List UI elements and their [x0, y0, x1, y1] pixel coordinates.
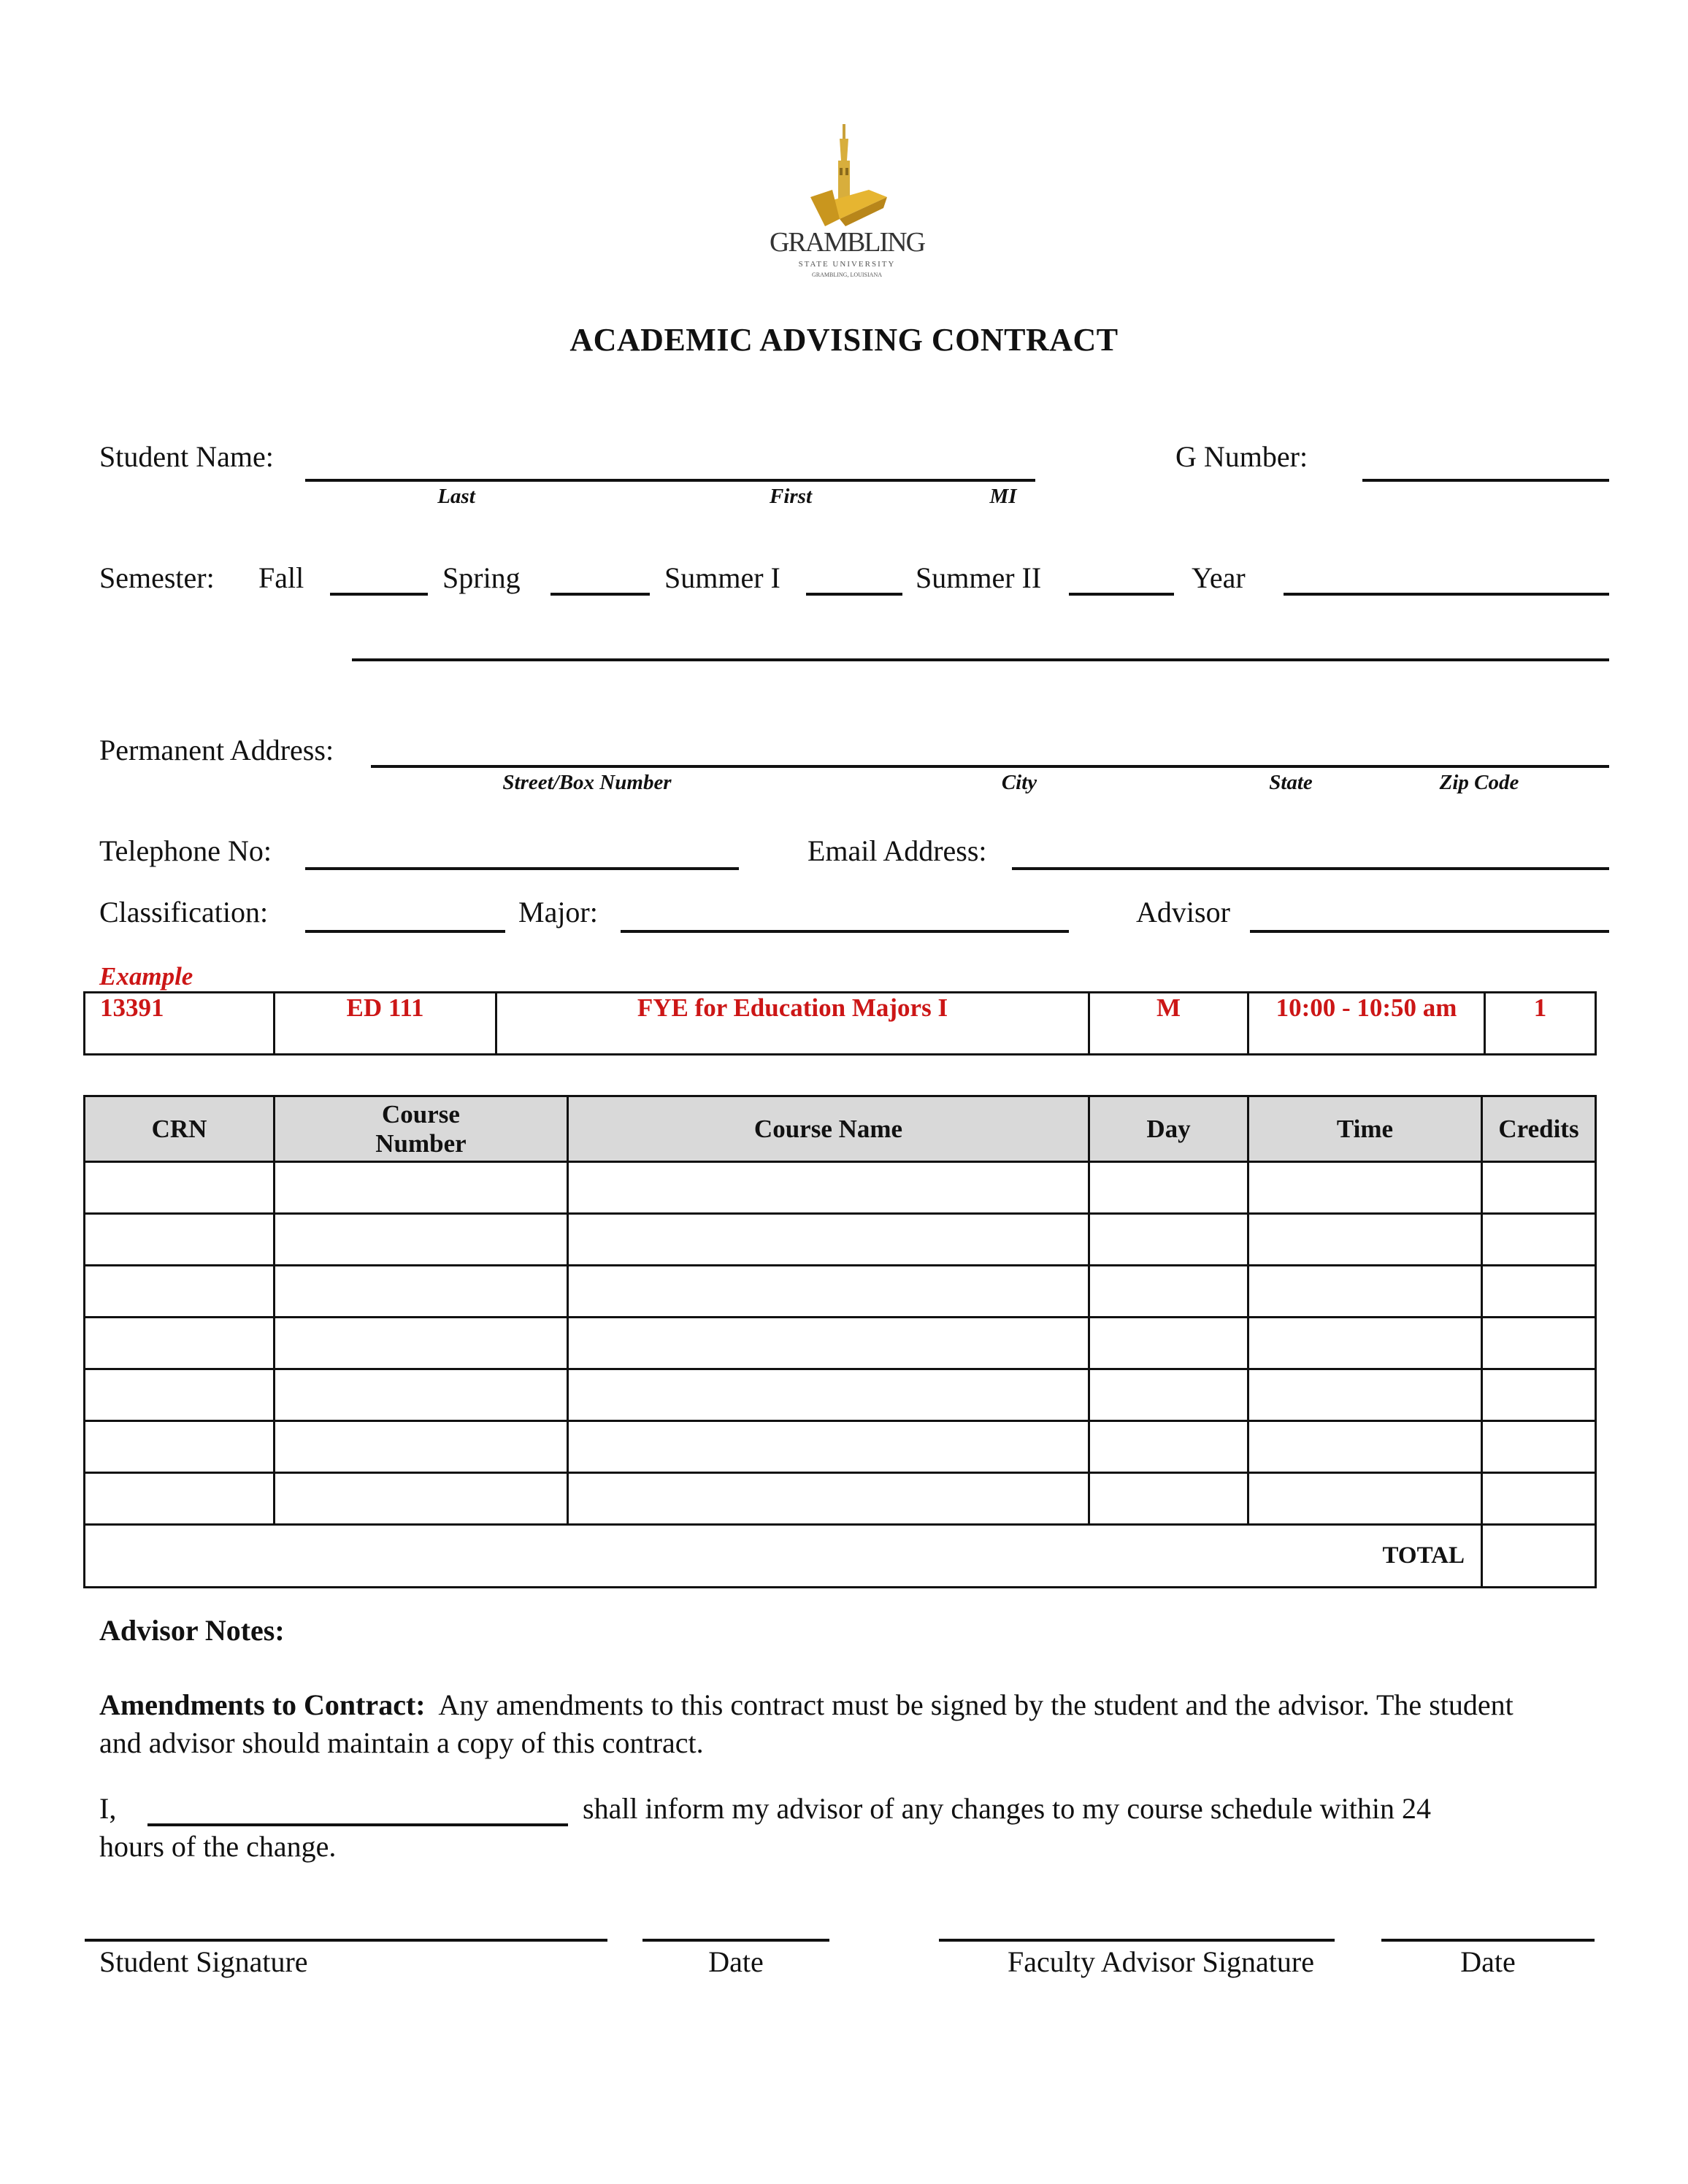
header-course-number-line2: Number — [375, 1128, 467, 1158]
summer1-label: Summer I — [664, 561, 780, 594]
amendments-heading: Amendments to Contract: — [99, 1688, 426, 1721]
table-cell[interactable] — [275, 1369, 568, 1421]
table-cell[interactable] — [1482, 1421, 1596, 1473]
name-first-caption: First — [769, 485, 813, 508]
summer2-line[interactable] — [1069, 593, 1174, 596]
schedule-header-row — [85, 1096, 1596, 1162]
table-cell[interactable] — [275, 1266, 568, 1318]
page-title: ACADEMIC ADVISING CONTRACT — [569, 322, 1119, 358]
table-cell[interactable] — [85, 1162, 275, 1214]
example-course-name: FYE for Education Majors I — [496, 993, 1089, 1055]
fall-line[interactable] — [330, 593, 428, 596]
table-cell[interactable] — [1248, 1266, 1482, 1318]
table-cell[interactable] — [85, 1214, 275, 1266]
university-subtitle: STATE UNIVERSITY — [798, 260, 896, 269]
schedule-table — [83, 1095, 1597, 1588]
date1-line[interactable] — [642, 1939, 829, 1942]
table-cell[interactable] — [85, 1369, 275, 1421]
table-cell[interactable] — [275, 1473, 568, 1525]
permanent-address-label: Permanent Address: — [99, 734, 334, 766]
date2-line[interactable] — [1381, 1939, 1595, 1942]
header-time: Time — [1248, 1096, 1482, 1162]
header-crn: CRN — [85, 1096, 275, 1162]
header-course-name: Course Name — [568, 1096, 1089, 1162]
advisor-label: Advisor — [1136, 896, 1230, 928]
table-cell[interactable] — [1248, 1369, 1482, 1421]
table-cell[interactable] — [1089, 1473, 1248, 1525]
table-cell[interactable] — [1248, 1318, 1482, 1369]
year-line[interactable] — [1284, 593, 1609, 596]
classification-line[interactable] — [305, 930, 505, 933]
table-cell[interactable] — [1089, 1214, 1248, 1266]
table-cell[interactable] — [568, 1266, 1089, 1318]
email-line[interactable] — [1012, 867, 1609, 870]
table-cell[interactable] — [85, 1473, 275, 1525]
advisor-line[interactable] — [1250, 930, 1609, 933]
example-course-number: ED 111 — [275, 993, 496, 1055]
table-cell[interactable] — [568, 1473, 1089, 1525]
table-cell[interactable] — [275, 1318, 568, 1369]
student-signature-line[interactable] — [85, 1939, 607, 1942]
date2-label: Date — [1460, 1945, 1516, 1978]
faculty-signature-label: Faculty Advisor Signature — [1008, 1945, 1314, 1978]
table-row — [85, 1369, 1596, 1421]
amendments-paragraph — [99, 1686, 1618, 1762]
amendments-text-2: and advisor should maintain a copy of this contract. — [99, 1726, 704, 1759]
date1-label: Date — [708, 1945, 764, 1978]
table-cell[interactable] — [1089, 1162, 1248, 1214]
table-cell[interactable] — [85, 1421, 275, 1473]
summer1-line[interactable] — [806, 593, 902, 596]
table-row — [85, 1214, 1596, 1266]
university-name: GRAMBLING — [769, 227, 925, 258]
example-row — [85, 993, 1596, 1055]
table-cell[interactable] — [1089, 1266, 1248, 1318]
addr-zip-caption: Zip Code — [1439, 771, 1519, 794]
header-course-number-line1: Course — [382, 1099, 460, 1128]
header-course-number — [275, 1096, 568, 1162]
spring-label: Spring — [442, 561, 521, 594]
g-number-label: G Number: — [1175, 440, 1308, 473]
example-day: M — [1089, 993, 1248, 1055]
total-credits-cell[interactable] — [1482, 1525, 1596, 1588]
table-cell[interactable] — [1482, 1473, 1596, 1525]
header-credits: Credits — [1482, 1096, 1596, 1162]
table-row — [85, 1162, 1596, 1214]
table-row — [85, 1266, 1596, 1318]
table-cell[interactable] — [1248, 1214, 1482, 1266]
inform-name-line[interactable] — [147, 1823, 568, 1826]
major-label: Major: — [518, 896, 598, 928]
telephone-label: Telephone No: — [99, 834, 272, 867]
telephone-line[interactable] — [305, 867, 739, 870]
table-cell[interactable] — [1089, 1318, 1248, 1369]
student-signature-label: Student Signature — [99, 1945, 308, 1978]
year-label: Year — [1192, 561, 1246, 594]
major-line[interactable] — [621, 930, 1069, 933]
addr-street-caption: Street/Box Number — [502, 771, 672, 794]
table-cell[interactable] — [1248, 1162, 1482, 1214]
university-location: GRAMBLING, LOUISIANA — [812, 272, 882, 278]
summer2-label: Summer II — [916, 561, 1042, 594]
name-last-caption: Last — [437, 485, 475, 508]
addr-city-caption: City — [1001, 771, 1037, 794]
student-name-line[interactable] — [305, 479, 1035, 482]
university-logo — [759, 117, 935, 292]
inform-text: shall inform my advisor of any changes to my course schedule within 24 — [583, 1792, 1431, 1825]
table-row — [85, 1318, 1596, 1369]
table-cell[interactable] — [275, 1421, 568, 1473]
table-cell[interactable] — [275, 1162, 568, 1214]
fall-label: Fall — [258, 561, 304, 594]
permanent-address-line[interactable] — [371, 765, 1609, 768]
table-row — [85, 1421, 1596, 1473]
table-cell[interactable] — [1482, 1162, 1596, 1214]
example-time: 10:00 - 10:50 am — [1248, 993, 1485, 1055]
table-cell[interactable] — [568, 1421, 1089, 1473]
header-day: Day — [1089, 1096, 1248, 1162]
classification-label: Classification: — [99, 896, 269, 928]
total-label: TOTAL — [85, 1525, 1482, 1588]
semester-label: Semester: — [99, 561, 215, 594]
example-table — [83, 991, 1597, 1056]
table-cell[interactable] — [568, 1214, 1089, 1266]
table-cell[interactable] — [1482, 1214, 1596, 1266]
example-crn: 13391 — [85, 993, 275, 1055]
table-cell[interactable] — [275, 1214, 568, 1266]
inform-prefix: I, — [99, 1792, 117, 1825]
table-cell[interactable] — [568, 1162, 1089, 1214]
name-mi-caption: MI — [989, 485, 1017, 508]
addr-state-caption: State — [1269, 771, 1313, 794]
student-name-label: Student Name: — [99, 440, 274, 473]
spring-line[interactable] — [550, 593, 650, 596]
email-label: Email Address: — [807, 834, 987, 867]
faculty-signature-line[interactable] — [939, 1939, 1335, 1942]
advisor-notes-heading: Advisor Notes: — [99, 1614, 285, 1647]
total-row — [85, 1525, 1596, 1588]
table-cell[interactable] — [1482, 1318, 1596, 1369]
table-cell[interactable] — [568, 1318, 1089, 1369]
inform-text-2: hours of the change. — [99, 1830, 337, 1863]
amendments-text: Any amendments to this contract must be signed by the student and the advisor. The student — [438, 1688, 1514, 1721]
example-label: Example — [99, 962, 193, 991]
table-cell[interactable] — [1089, 1369, 1248, 1421]
table-cell[interactable] — [85, 1266, 275, 1318]
extra-line[interactable] — [352, 658, 1609, 661]
table-cell[interactable] — [1482, 1369, 1596, 1421]
g-number-line[interactable] — [1362, 479, 1609, 482]
table-cell[interactable] — [568, 1369, 1089, 1421]
table-cell[interactable] — [1248, 1473, 1482, 1525]
example-credits: 1 — [1485, 993, 1596, 1055]
table-cell[interactable] — [1482, 1266, 1596, 1318]
table-row — [85, 1473, 1596, 1525]
table-cell[interactable] — [1248, 1421, 1482, 1473]
table-cell[interactable] — [1089, 1421, 1248, 1473]
table-cell[interactable] — [85, 1318, 275, 1369]
